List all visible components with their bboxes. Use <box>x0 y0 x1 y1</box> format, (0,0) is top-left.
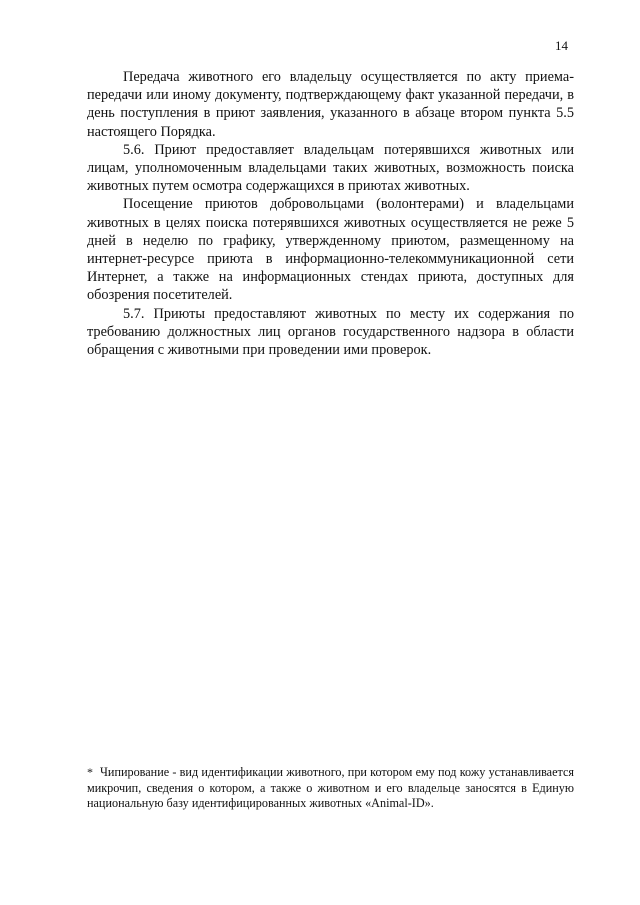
paragraph-5-6: 5.6. Приют предоставляет владельцам потерявшихся животных или лицам, уполномоченным владельцами таких животных, возможность поиска животных путем осмотра содержащихся в приютах животных. <box>87 141 574 195</box>
footnote <box>87 765 574 812</box>
footnote-paragraph <box>87 765 574 812</box>
body-text <box>87 68 574 359</box>
paragraph-transfer-to-owner: Передача животного его владельцу осуществляется по акту приема-передачи или иному документу, подтверждающему факт указанной передачи, в день поступления в приют заявления, указанного в абзаце втором пункта 5.5 настоящего Порядка. <box>87 69 574 140</box>
footnote-text: Чипирование - вид идентификации животного, при котором ему под кожу устанавливается микрочип, сведения о котором, а также о животном и его владельце заносятся в Единую национальную базу идентифицированных животных «Animal-ID». <box>87 765 574 811</box>
paragraph-shelter-visits: Посещение приютов добровольцами (волонтерами) и владельцами животных в целях поиска потерявшихся животных осуществляется не реже 5 дней в неделю по графику, утвержденному приютом, размещенному на интернет-ресурсе приюта в информационно-телекоммуникационной сети Интернет, а также на информационных стендах приюта, доступных для обозрения посетителей. <box>87 196 574 304</box>
paragraph-5-7: 5.7. Приюты предоставляют животных по месту их содержания по требованию должностных лиц органов государственного надзора в области обращения с животными при проведении ими проверок. <box>87 305 574 359</box>
footnote-mark: * <box>87 765 93 779</box>
page-number: 14 <box>555 38 568 53</box>
